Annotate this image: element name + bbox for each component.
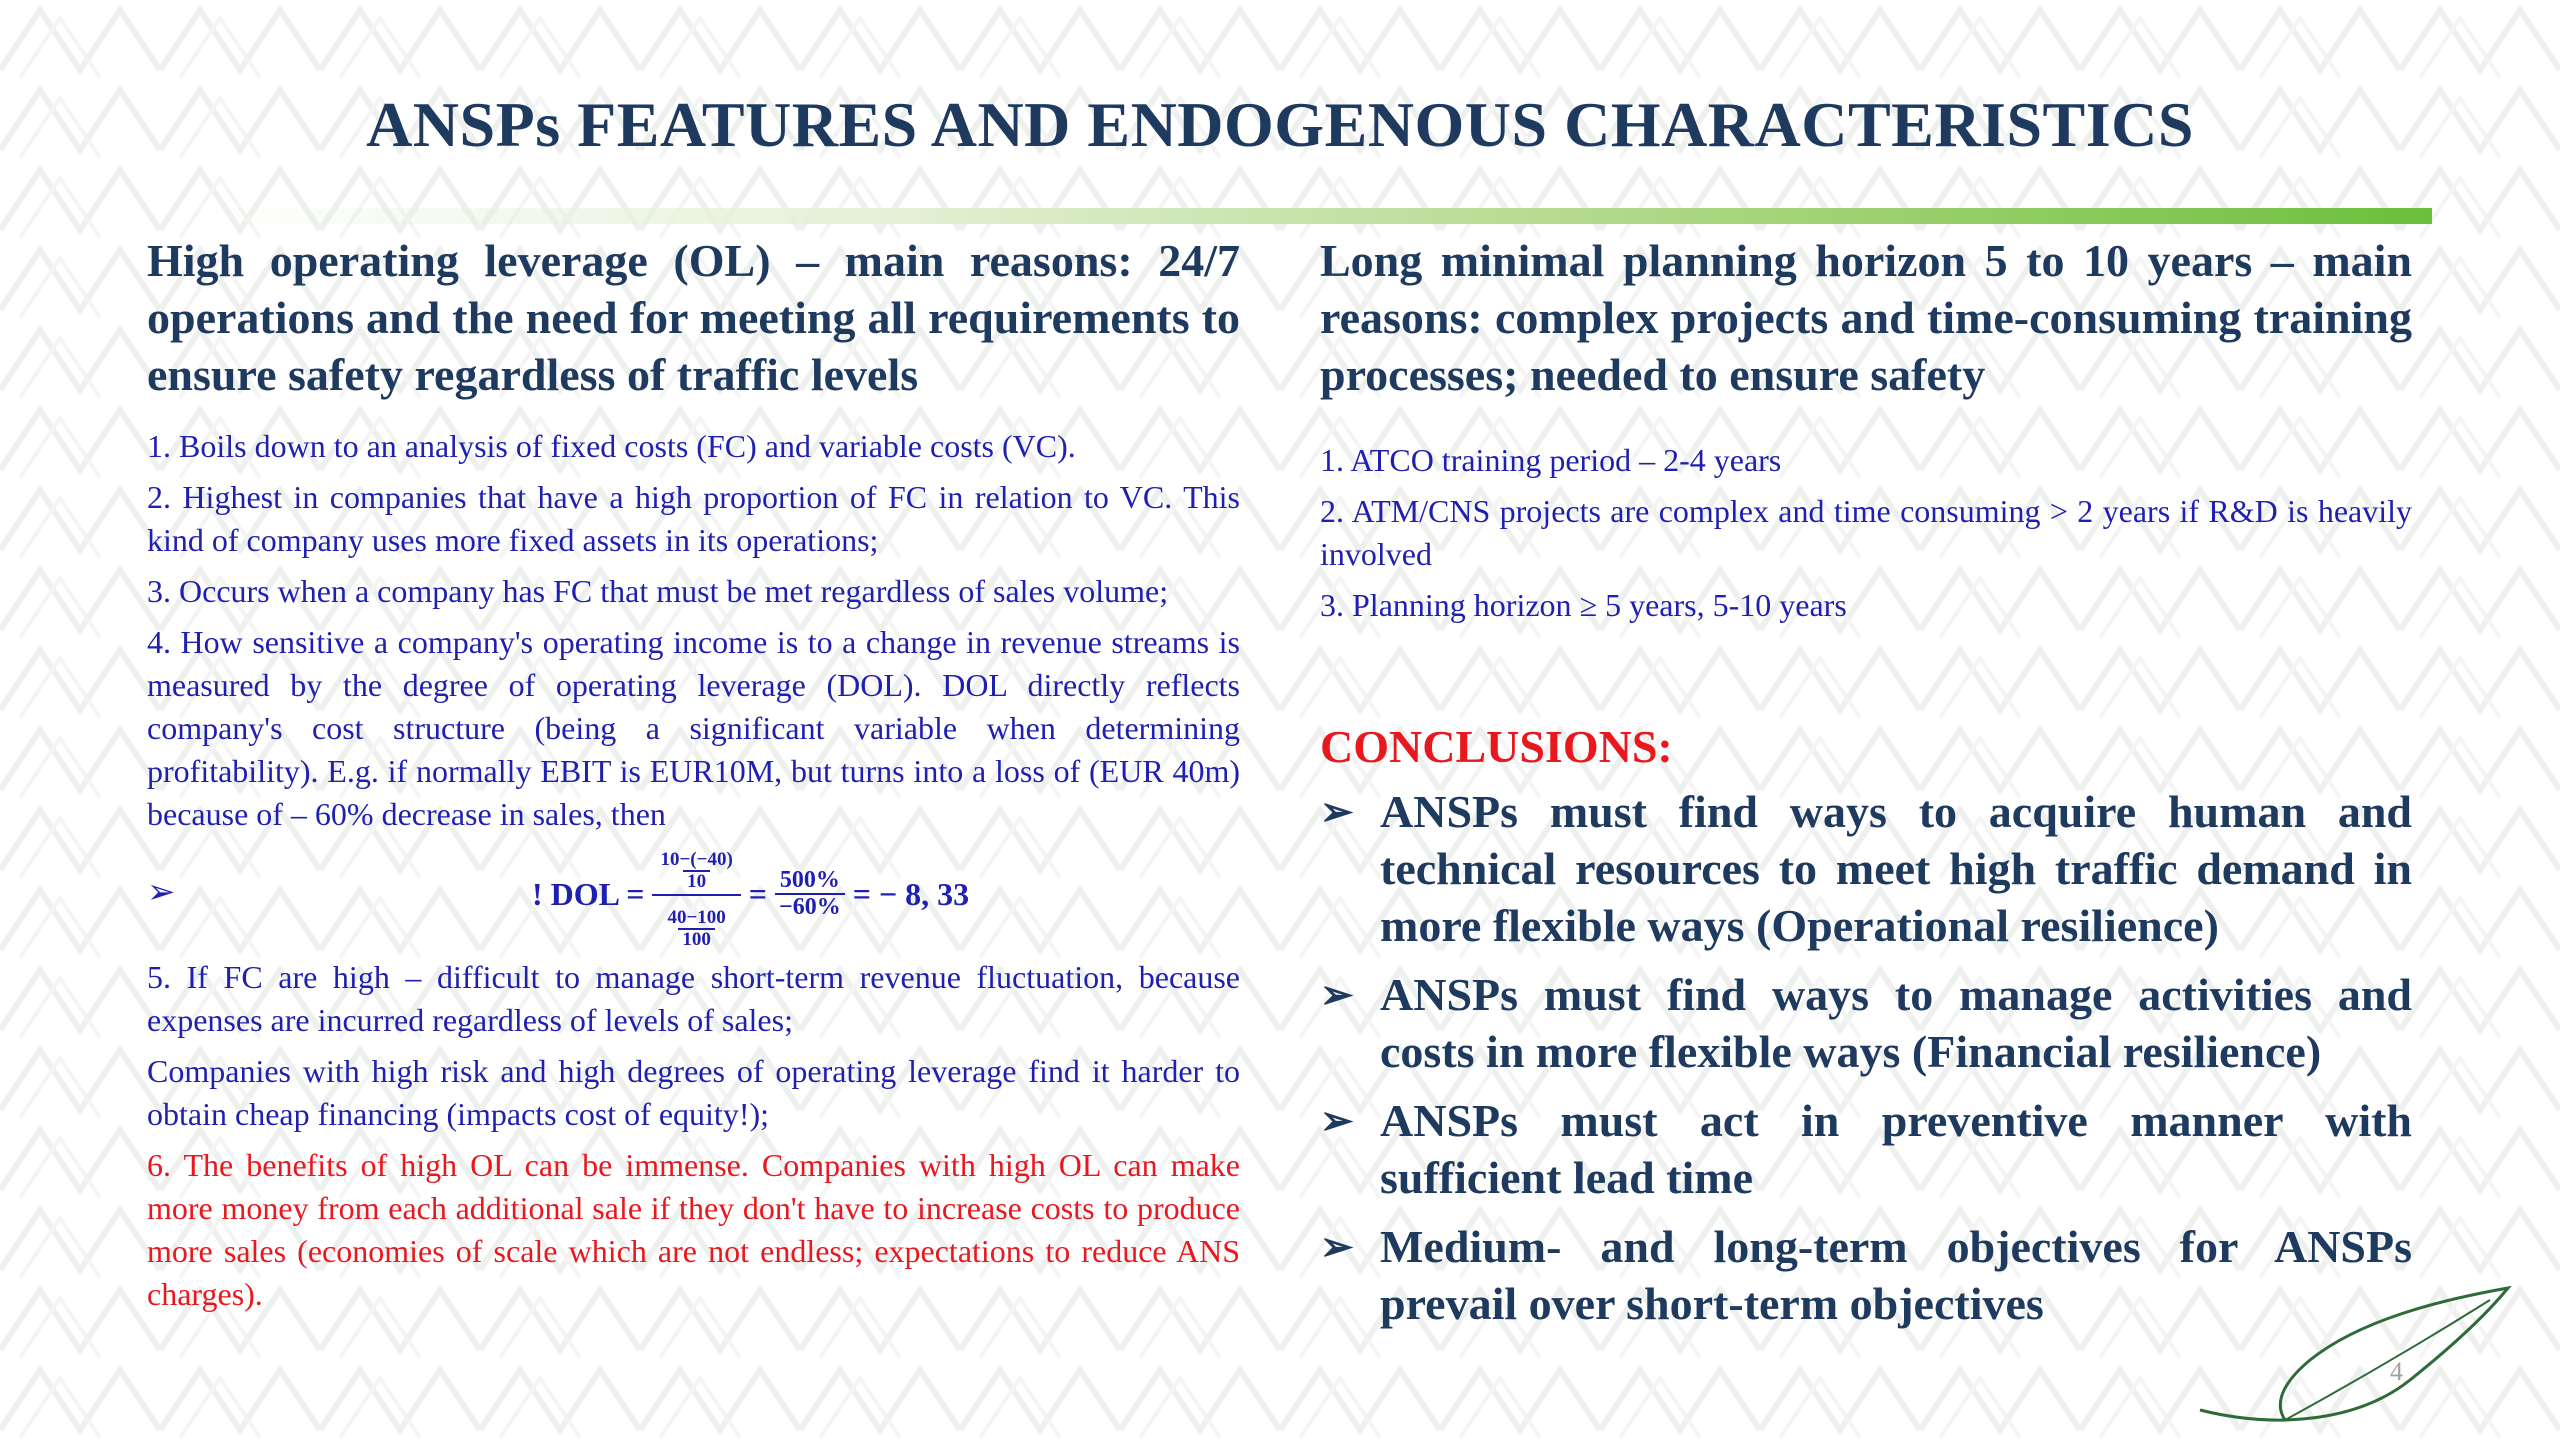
conclusion-text: ANSPs must find ways to acquire human and technical resources to meet high traffic demand in more flexible ways (Operational resilience)	[1380, 786, 2412, 951]
right-item: 2. ATM/CNS projects are complex and time consuming > 2 years if R&D is heavily involved	[1320, 493, 2412, 572]
formula-bottom-fraction	[663, 908, 729, 950]
formula-bottom-numerator: 40−100	[667, 907, 726, 928]
left-item: 2. Highest in companies that have a high proportion of FC in relation to VC. This kind of company uses more fixed assets in its operations;	[147, 479, 1240, 558]
formula-top-denominator: 10	[683, 870, 710, 892]
left-items	[147, 425, 1240, 1316]
left-item: Companies with high risk and high degrees of operating leverage find it harder to obtain cheap financing (impacts cost of equity!);	[147, 1053, 1240, 1132]
leaf-icon	[2190, 1280, 2520, 1430]
conclusions-title: CONCLUSIONS:	[1320, 721, 1673, 772]
formula-outer-fraction	[652, 838, 740, 950]
formula-percent-numerator: 500%	[779, 866, 840, 893]
left-item-highlight: 6. The benefits of high OL can be immense. Companies with high OL can make more money from each additional sale if they don't have to increase costs to produce more sales (economies of scale which are not endless; expectations to reduce ANS charges).	[147, 1147, 1240, 1312]
right-column	[1320, 232, 2412, 635]
arrow-bullet-icon: ➢	[1320, 1224, 1354, 1269]
page-number: 4	[2390, 1357, 2403, 1386]
conclusion-item	[1320, 1092, 2412, 1206]
conclusion-text: ANSPs must act in preventive manner with sufficient lead time	[1380, 1095, 2412, 1203]
dol-formula-row	[147, 846, 1240, 950]
arrow-bullet-icon: ➢	[147, 874, 176, 911]
slide-title: ANSPs FEATURES AND ENDOGENOUS CHARACTERISTICS	[366, 89, 2194, 160]
right-item: 1. ATCO training period – 2-4 years	[1320, 442, 1782, 478]
formula-percent-denominator: −60%	[775, 893, 845, 920]
formula-top-numerator: 10−(−40)	[660, 849, 733, 871]
right-items	[1320, 439, 2412, 627]
left-item: 3. Occurs when a company has FC that must be met regardless of sales volume;	[147, 573, 1169, 609]
left-heading: High operating leverage (OL) – main reasons: 24/7 operations and the need for meeting all requirements to ensure safety regardless of traffic levels	[147, 235, 1240, 400]
right-heading: Long minimal planning horizon 5 to 10 years – main reasons: complex projects and time-consuming training processes; needed to ensure safety	[1320, 235, 2412, 400]
conclusion-text: ANSPs must find ways to manage activities and costs in more flexible ways (Financial resilience)	[1380, 969, 2412, 1077]
arrow-bullet-icon: ➢	[1320, 1098, 1354, 1143]
conclusion-item	[1320, 966, 2412, 1080]
title-underline	[200, 208, 2432, 224]
left-column	[147, 232, 1240, 1324]
left-item: 4. How sensitive a company's operating income is to a change in revenue streams is measured by the degree of operating leverage (DOL). DOL directly reflects company's cost structure (being a significant variable when determining profitability). E.g. if normally EBIT is EUR10M, but turns into a loss of (EUR 40m) because of – 60% decrease in sales, then	[147, 624, 1240, 832]
formula-bottom-denominator: 100	[678, 928, 715, 950]
formula-top-fraction	[656, 850, 736, 892]
arrow-bullet-icon: ➢	[1320, 972, 1354, 1017]
formula-equals: =	[748, 875, 768, 912]
arrow-bullet-icon: ➢	[1320, 789, 1354, 834]
formula-prefix: ! DOL =	[532, 875, 645, 912]
left-item: 1. Boils down to an analysis of fixed costs (FC) and variable costs (VC).	[147, 428, 1076, 464]
formula-result: = − 8, 33	[852, 875, 970, 912]
conclusions-list	[1320, 783, 2412, 1344]
formula-percent-fraction	[775, 868, 845, 920]
dol-formula	[532, 846, 970, 950]
left-item: 5. If FC are high – difficult to manage short-term revenue fluctuation, because expenses are incurred regardless of levels of sales;	[147, 959, 1240, 1038]
conclusion-text: Medium- and long-term objectives for ANSPs prevail over short-term objectives	[1380, 1221, 2412, 1329]
right-item: 3. Planning horizon ≥ 5 years, 5-10 years	[1320, 587, 1847, 623]
conclusion-item	[1320, 783, 2412, 954]
